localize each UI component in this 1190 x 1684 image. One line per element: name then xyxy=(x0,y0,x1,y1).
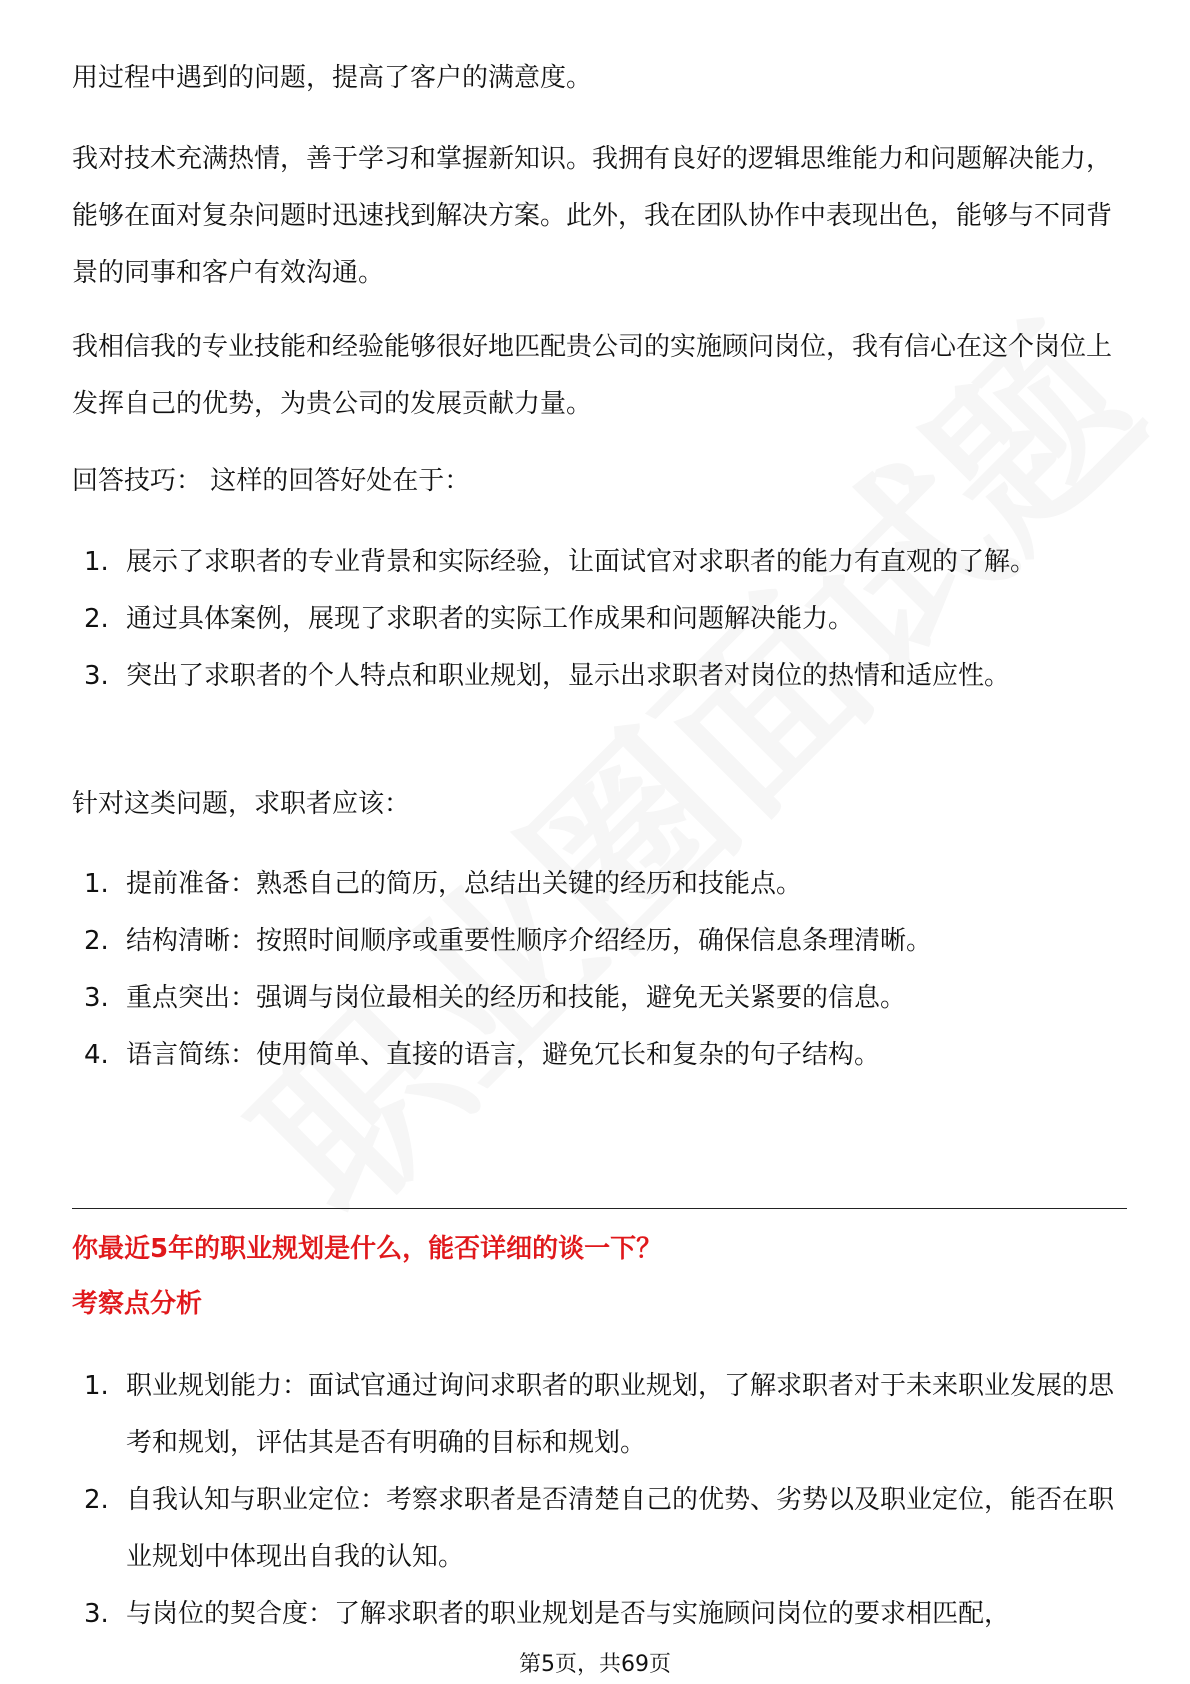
document-page xyxy=(72,0,1127,1684)
list-item xyxy=(72,1472,1127,1586)
list-item-text: 提前准备：熟悉自己的简历，总结出关键的经历和技能点。 xyxy=(126,869,803,899)
list-item-number: 1. xyxy=(84,547,109,577)
list-item-number: 2. xyxy=(84,1485,109,1515)
tips-list xyxy=(72,534,1127,705)
paragraph-advice-heading: 针对这类问题，求职者应该： xyxy=(72,789,411,819)
list-item-number: 2. xyxy=(84,926,109,956)
question-title: 你最近5年的职业规划是什么，能否详细的谈一下？ xyxy=(72,1234,663,1264)
list-item xyxy=(72,648,1127,705)
list-item-text: 通过具体案例，展现了求职者的实际工作成果和问题解决能力。 xyxy=(126,604,855,634)
paragraph-self-description: 我对技术充满热情，善于学习和掌握新知识。我拥有良好的逻辑思维能力和问题解决能力，能够在面对复杂问题时迅速找到解决方案。此外，我在团队协作中表现出色，能够与不同背景的同事和客户有效沟通。 xyxy=(72,144,1113,288)
list-item xyxy=(72,591,1127,648)
list-item-text: 与岗位的契合度：了解求职者的职业规划是否与实施顾问岗位的要求相匹配， xyxy=(126,1599,1011,1629)
paragraph-confidence: 我相信我的专业技能和经验能够很好地匹配贵公司的实施顾问岗位，我有信心在这个岗位上发挥自己的优势，为贵公司的发展贡献力量。 xyxy=(72,332,1113,419)
list-item xyxy=(72,1358,1127,1472)
list-item-number: 4. xyxy=(84,1040,109,1070)
list-item-text: 职业规划能力：面试官通过询问求职者的职业规划，了解求职者对于未来职业发展的思考和规划，评估其是否有明确的目标和规划。 xyxy=(126,1371,1115,1458)
analysis-subtitle: 考察点分析 xyxy=(72,1289,203,1319)
analysis-list xyxy=(72,1358,1127,1643)
list-item-number: 3. xyxy=(84,661,109,691)
advice-list xyxy=(72,856,1127,1084)
paragraph-answer-tips-heading: 回答技巧： 这样的回答好处在于： xyxy=(72,466,471,496)
list-item-number: 1. xyxy=(84,869,109,899)
list-item xyxy=(72,1027,1127,1084)
list-item-text: 展示了求职者的专业背景和实际经验，让面试官对求职者的能力有直观的了解。 xyxy=(126,547,1037,577)
list-item-number: 3. xyxy=(84,1599,109,1629)
list-item-text: 语言简练：使用简单、直接的语言，避免冗长和复杂的句子结构。 xyxy=(126,1040,881,1070)
list-item-number: 2. xyxy=(84,604,109,634)
section-divider xyxy=(72,1208,1127,1209)
list-item-text: 突出了求职者的个人特点和职业规划，显示出求职者对岗位的热情和适应性。 xyxy=(126,661,1011,691)
list-item xyxy=(72,970,1127,1027)
list-item-text: 自我认知与职业定位：考察求职者是否清楚自己的优势、劣势以及职业定位，能否在职业规划中体现出自我的认知。 xyxy=(126,1485,1115,1572)
paragraph-continuation: 用过程中遇到的问题，提高了客户的满意度。 xyxy=(72,63,593,93)
list-item xyxy=(72,534,1127,591)
page-footer: 第5页，共69页 xyxy=(519,1652,671,1677)
list-item-number: 1. xyxy=(84,1371,109,1401)
list-item-text: 结构清晰：按照时间顺序或重要性顺序介绍经历，确保信息条理清晰。 xyxy=(126,926,933,956)
list-item xyxy=(72,1586,1127,1643)
list-item xyxy=(72,913,1127,970)
list-item-text: 重点突出：强调与岗位最相关的经历和技能，避免无关紧要的信息。 xyxy=(126,983,907,1013)
list-item xyxy=(72,856,1127,913)
list-item-number: 3. xyxy=(84,983,109,1013)
